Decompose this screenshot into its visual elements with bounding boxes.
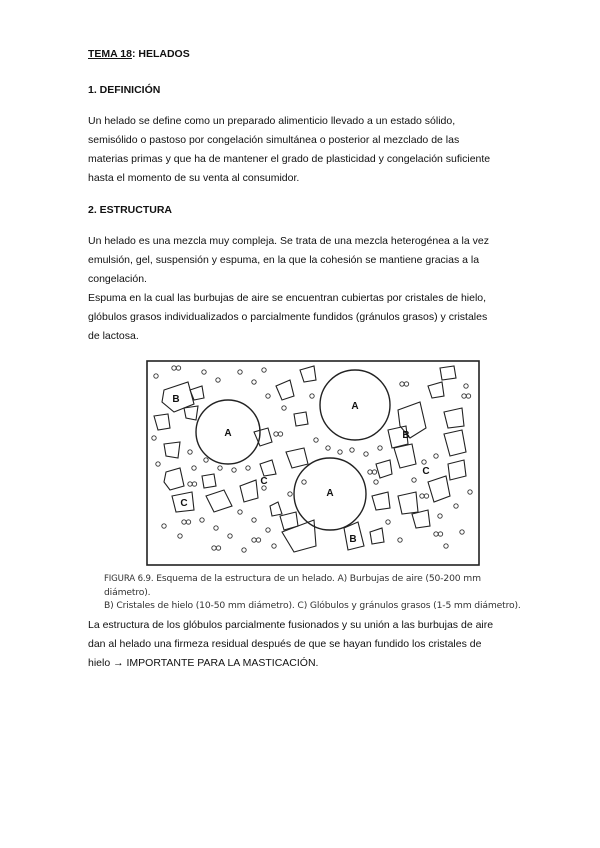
ice-crystal-label: B	[349, 534, 357, 545]
title-topic-number: TEMA 18	[88, 48, 132, 60]
closing-paragraph	[88, 616, 518, 673]
section-2-heading: 2. ESTRUCTURA	[88, 204, 173, 216]
air-bubble-label: A	[224, 428, 232, 439]
paragraph-line: glóbulos grasos individualizados o parcialmente fundidos (gránulos grasos) y cristales	[88, 311, 488, 323]
section-1-paragraph	[88, 112, 518, 188]
air-bubble-label: A	[326, 488, 334, 499]
paragraph-line: Un helado se define como un preparado alimenticio llevado a un estado sólido,	[88, 115, 456, 127]
caption-line-text: Esquema de la estructura de un helado. A) Burbujas de aire (50-200 mm diámetro).	[104, 573, 481, 598]
fat-globule-label: C	[180, 498, 188, 509]
fat-globule-label: C	[260, 476, 268, 487]
paragraph-line: Espuma en la cual las burbujas de aire se encuentran cubiertas por cristales de hielo,	[88, 292, 487, 304]
paragraph-line: congelación.	[88, 273, 147, 285]
caption-line: B) Cristales de hielo (10-50 mm diámetro). C) Glóbulos y gránulos grasos (1-5 mm diámetro).	[104, 600, 521, 611]
paragraph-line: emulsión, gel, suspensión y espuma, en la que la cohesión se mantiene gracias a la	[88, 254, 480, 266]
caption-figure-number: FIGURA 6.9.	[104, 574, 154, 584]
paragraph-line: semisólido o pastoso por congelación simultánea o posterior al mezclado de las	[88, 134, 460, 146]
section-2-paragraph	[88, 232, 518, 346]
paragraph-line: materias primas y que ha de mantener el grado de plasticidad y congelación suficiente	[88, 153, 491, 165]
paragraph-line: dan al helado una firmeza residual después de que se hayan fundido los cristales de	[88, 638, 482, 650]
section-1-heading: 1. DEFINICIÓN	[88, 84, 161, 96]
figure-caption	[104, 572, 524, 612]
ice-crystal-label: B	[172, 394, 180, 405]
document-title	[88, 48, 190, 60]
paragraph-line: Un helado es una mezcla muy compleja. Se trata de una mezcla heterogénea a la vez	[88, 235, 489, 247]
paragraph-line: La estructura de los glóbulos parcialmente fusionados y su unión a las burbujas de aire	[88, 619, 494, 631]
ice-crystal-label: B	[402, 430, 410, 441]
paragraph-line: hielo → IMPORTANTE PARA LA MASTICACIÓN.	[88, 657, 319, 669]
paragraph-line: de lactosa.	[88, 330, 139, 342]
caption-line	[104, 572, 524, 599]
title-topic-name: : HELADOS	[131, 48, 190, 60]
ice-cream-structure-diagram	[144, 356, 496, 572]
fat-globule-label: C	[422, 466, 430, 477]
paragraph-line: hasta el momento de su venta al consumidor.	[88, 172, 300, 184]
air-bubble-label: A	[351, 401, 359, 412]
